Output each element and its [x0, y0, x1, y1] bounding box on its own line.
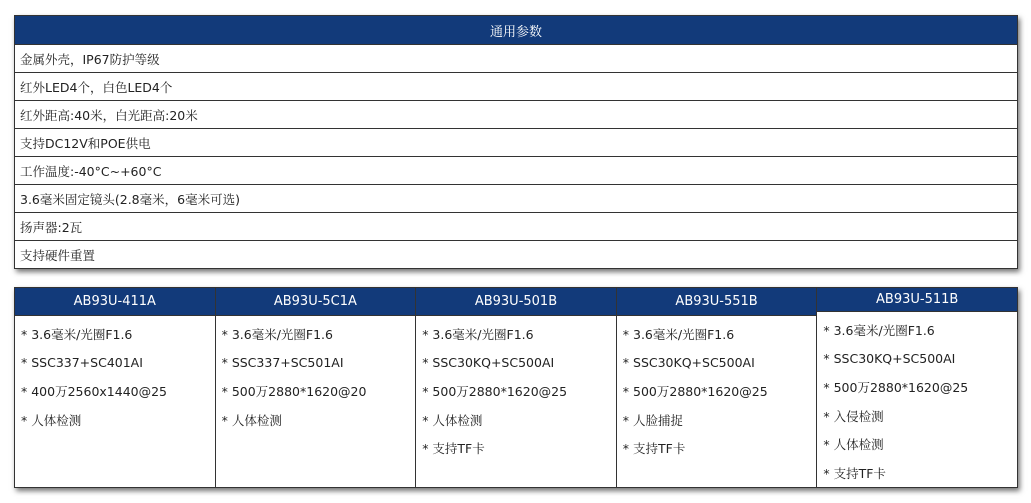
model-column: [15, 288, 215, 487]
model-feature: * SSC30KQ+SC500AI: [823, 351, 956, 367]
model-feature: * 支持TF卡: [422, 441, 485, 457]
model-feature: * 400万2560x1440@25: [21, 384, 168, 400]
spec-row: 红外LED4个，白色LED4个: [15, 72, 1017, 100]
model-feature: * 3.6毫米/光圈F1.6: [422, 327, 534, 343]
model-feature: * SSC337+SC501AI: [221, 355, 344, 371]
model-feature: * 3.6毫米/光圈F1.6: [823, 323, 935, 339]
general-spec-table: [14, 15, 1018, 269]
model-feature: * 人体检测: [823, 437, 884, 453]
spec-row: 支持硬件重置: [15, 240, 1017, 268]
model-feature: * 500万2880*1620@25: [823, 380, 969, 396]
model-feature: * 500万2880*1620@20: [221, 384, 367, 400]
model-feature: * 500万2880*1620@25: [622, 384, 768, 400]
model-column: [415, 288, 616, 487]
model-feature: * SSC30KQ+SC500AI: [622, 355, 755, 371]
model-feature: * SSC337+SC401AI: [21, 355, 143, 371]
model-feature: * 人脸捕捉: [622, 412, 684, 428]
model-name: AB93U-411A: [15, 288, 215, 316]
spec-row: 工作温度:-40°C~+60°C: [15, 156, 1017, 184]
spec-row: 扬声器:2瓦: [15, 212, 1017, 240]
model-feature: * 3.6毫米/光圈F1.6: [221, 327, 333, 343]
spec-row: 3.6毫米固定镜头(2.8毫米，6毫米可选): [15, 184, 1017, 212]
model-column: [816, 288, 1017, 487]
model-feature: * 支持TF卡: [823, 465, 886, 481]
model-comparison-table: [14, 287, 1018, 488]
model-feature: * 人体检测: [422, 412, 483, 428]
model-feature: * 入侵检测: [823, 408, 884, 424]
model-feature: * 3.6毫米/光圈F1.6: [21, 327, 133, 343]
spec-table-title: 通用参数: [15, 16, 1017, 44]
model-feature: * 3.6毫米/光圈F1.6: [622, 327, 735, 343]
model-feature: * 人体检测: [221, 412, 282, 428]
spec-row: 金属外壳，IP67防护等级: [15, 44, 1017, 72]
model-name: AB93U-511B: [817, 288, 1017, 312]
model-feature: * 人体检测: [21, 412, 82, 428]
spec-row: 支持DC12V和POE供电: [15, 128, 1017, 156]
model-name: AB93U-551B: [617, 288, 817, 316]
model-name: AB93U-5C1A: [216, 288, 416, 316]
model-feature: * 支持TF卡: [622, 441, 686, 457]
spec-row: 红外距高:40米，白光距高:20米: [15, 100, 1017, 128]
model-feature: * SSC30KQ+SC500AI: [422, 355, 555, 371]
model-column: [616, 288, 817, 487]
model-name: AB93U-501B: [416, 288, 616, 316]
model-feature: * 500万2880*1620@25: [422, 384, 568, 400]
model-column: [215, 288, 416, 487]
